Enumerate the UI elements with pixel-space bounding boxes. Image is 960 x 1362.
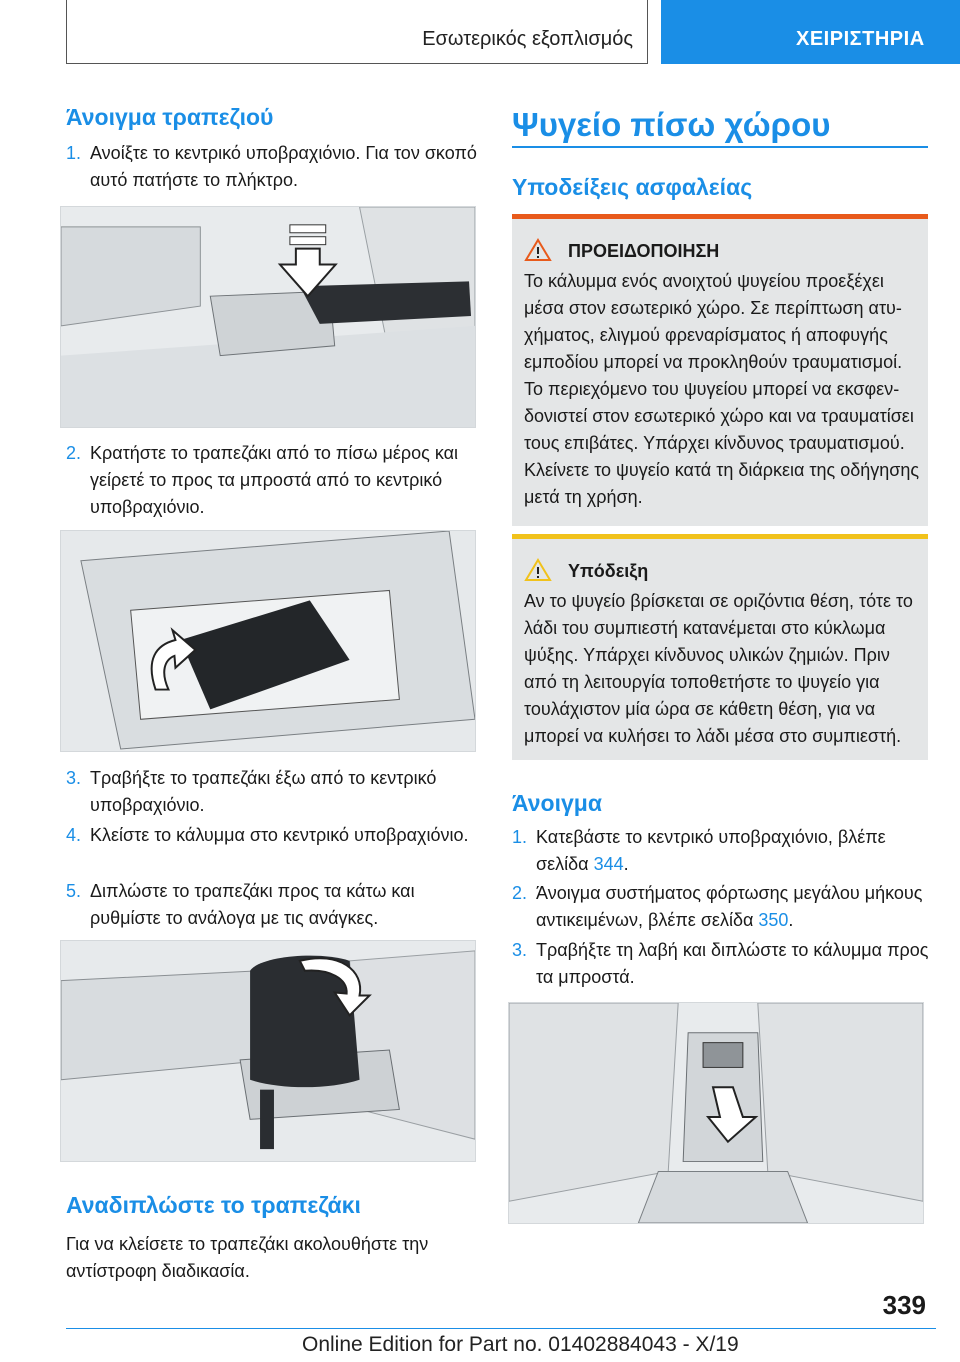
note-bar xyxy=(512,534,928,539)
step-number: 1. xyxy=(66,143,82,163)
header-section-box xyxy=(66,0,648,64)
list-item xyxy=(66,140,486,194)
fold-table-title: Αναδιπλώστε το τραπεζάκι xyxy=(66,1192,361,1218)
list-item xyxy=(512,824,932,878)
list-item xyxy=(512,880,932,934)
step-text-end: . xyxy=(623,854,629,874)
page-number: 339 xyxy=(882,1290,926,1320)
step-text xyxy=(536,824,932,878)
note-title: Υπόδειξη xyxy=(568,561,649,581)
warning-title: ΠΡΟΕΙΔΟΠΟΙΗΣΗ xyxy=(568,241,720,261)
step-text: Κλείστε το κάλυμμα στο κεντρικό υποβραχιόνιο. xyxy=(90,825,469,845)
figure-fridge-cover xyxy=(508,1002,924,1224)
step-text-main: Κατεβάστε το κεντρικό υποβραχιόνιο, βλέπε σελίδα xyxy=(536,827,886,874)
header-chapter-tab xyxy=(661,0,960,64)
figure-armrest-button xyxy=(60,206,476,428)
list-item xyxy=(66,878,486,932)
step-number: 1. xyxy=(512,827,528,847)
step-number: 4. xyxy=(66,825,82,845)
step-text: Διπλώστε το τραπεζάκι προς τα κάτω και ρυθμίστε το ανάλογα με τις ανάγκες. xyxy=(90,881,415,928)
step-text-end: . xyxy=(788,910,794,930)
caution-triangle-icon xyxy=(524,558,552,582)
fridge-title: Ψυγείο πίσω χώρου xyxy=(512,106,831,143)
page-link-344[interactable]: 344 xyxy=(593,854,624,874)
footer-edition: Online Edition for Part no. 01402884043 - X/19 xyxy=(302,1333,739,1356)
list-item xyxy=(66,822,486,876)
list-item xyxy=(512,937,932,991)
step-number: 5. xyxy=(66,881,82,901)
open-fridge-title: Άνοιγμα xyxy=(512,790,602,816)
warning-triangle-icon xyxy=(524,238,552,262)
note-box xyxy=(512,534,928,760)
page-link-350[interactable]: 350 xyxy=(758,910,789,930)
list-item xyxy=(66,440,486,521)
header-chapter: ΧΕΙΡΙΣΤΗΡΙΑ xyxy=(796,28,925,50)
figure-table-tilt xyxy=(60,530,476,752)
warning-text: Το κάλυμμα ενός ανοιχτού ψυγείου προεξέχει μέσα στον εσωτερικό χώρο. Σε περίπτωση ατυχήματος, ελιγμού φρεναρίσματος ή αποφυγής εμποδίου μπορεί να προκληθούν τραυματισμοί. Το περιεχόμενο του ψυγείου μπορεί να εκσφενδονιστεί στον εσωτερικό χώρο και να τραυματίσει τους επιβάτες. Υπάρχει κίνδυνος τραυματισμού. Κλείνετε το ψυγείο κατά τη διάρκεια της οδήγησης μετά τη χρήση. xyxy=(524,271,920,507)
step-text-main: Άνοιγμα συστήματος φόρτωσης μεγάλου μήκους αντικειμένων, βλέπε σελίδα xyxy=(536,883,923,930)
step-number: 2. xyxy=(512,883,528,903)
title-rule xyxy=(512,146,928,148)
step-number: 2. xyxy=(66,443,82,463)
warning-box xyxy=(512,214,928,526)
footer-rule xyxy=(66,1328,936,1329)
step-text: Ανοίξτε το κεντρικό υποβραχιόνιο. Για τον σκοπό αυτό πατήστε το πλήκτρο. xyxy=(90,143,477,190)
step-text: Τραβήξτε το τραπεζάκι έξω από το κεντρικό υποβραχιόνιο. xyxy=(90,768,437,815)
step-number: 3. xyxy=(512,940,528,960)
list-item xyxy=(66,765,486,819)
warning-bar xyxy=(512,214,928,219)
open-table-title: Άνοιγμα τραπεζιού xyxy=(66,104,274,130)
step-text: Τραβήξτε τη λαβή και διπλώστε το κάλυμμα προς τα μπροστά. xyxy=(536,940,929,987)
step-text xyxy=(536,880,932,934)
header-section: Εσωτερικός εξοπλισμός xyxy=(422,28,633,50)
safety-title: Υποδείξεις ασφαλείας xyxy=(512,174,753,200)
step-number: 3. xyxy=(66,768,82,788)
fold-table-text: Για να κλείσετε το τραπεζάκι ακολουθήστε την αντίστροφη διαδικασία. xyxy=(66,1234,429,1281)
figure-table-fold xyxy=(60,940,476,1162)
note-text: Αν το ψυγείο βρίσκεται σε οριζόντια θέση, τότε το λάδι του συμπιεστή κατανέμεται στο κύκλωμα ψύξης. Υπάρχει κίνδυνος υλικών ζημιών. Πριν από τη λειτουργία τοποθετήστε το ψυγείο για τουλάχιστον μία ώρα σε κάθετη θέση, για να μπορεί να κυλήσει το λάδι μέσα στο συμπιεστή. xyxy=(524,591,913,746)
step-text: Κρατήστε το τραπεζάκι από το πίσω μέρος και γείρετέ το προς τα μπροστά από το κεντρικό υποβραχιόνιο. xyxy=(90,443,459,517)
